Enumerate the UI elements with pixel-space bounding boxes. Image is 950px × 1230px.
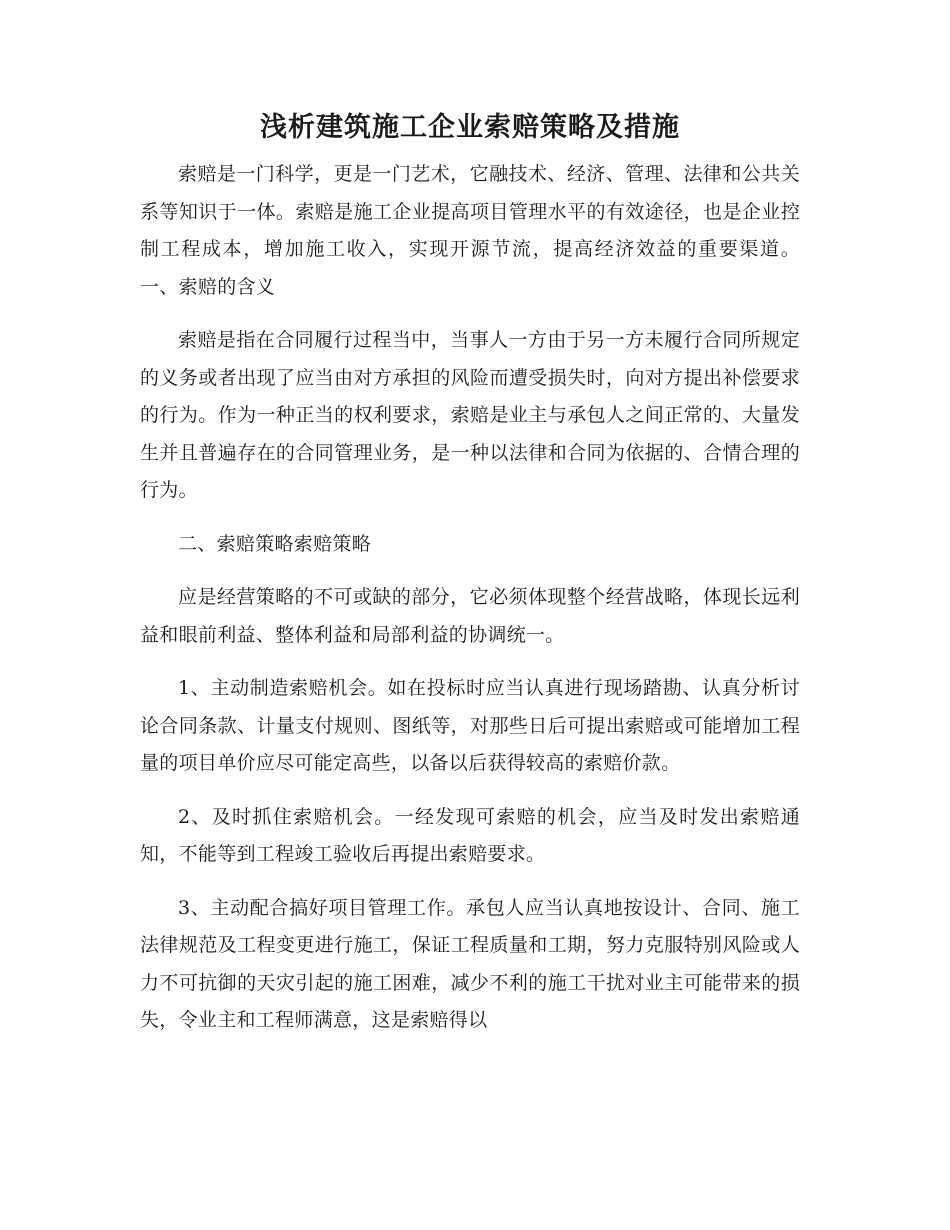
paragraph-gap — [140, 654, 800, 670]
document-title: 浅析建筑施工企业索赔策略及措施 — [260, 112, 680, 143]
paragraph-gap — [140, 306, 800, 322]
paragraph-item-2: 2、及时抓住索赔机会。一经发现可索赔的机会，应当及时发出索赔通知，不能等到工程竣工验收后再提出索赔要求。 — [140, 805, 800, 865]
paragraph-gap — [140, 563, 800, 579]
section-heading-strategy: 二、索赔策略索赔策略 — [178, 532, 372, 555]
paragraph-intro: 索赔是一门科学，更是一门艺术，它融技术、经济、管理、法律和公共关系等知识于一体。索赔是施工企业提高项目管理水平的有效途径，也是企业控制工程成本，增加施工收入，实现开源节流，提高经济效益的重要渠道。 一、索赔的含义 — [140, 163, 800, 298]
paragraph-strategy: 应是经营策略的不可或缺的部分，它必须体现整个经营战略，体现长远利益和眼前利益、整体利益和局部利益的协调统一。 — [140, 586, 800, 646]
paragraph-item-3: 3、主动配合搞好项目管理工作。承包人应当认真地按设计、合同、施工法律规范及工程变更进行施工，保证工程质量和工期，努力克服特别风险或人力不可抗御的天灾引起的施工困难，减少不利的施工干扰对业主可能带来的损失，令业主和工程师满意，这是索赔得以 — [140, 896, 800, 1031]
paragraph-gap — [140, 783, 800, 799]
paragraph-gap — [140, 874, 800, 890]
document-page — [140, 108, 800, 1040]
paragraph-definition: 索赔是指在合同履行过程当中，当事人一方由于另一方未履行合同所规定的义务或者出现了应当由对方承担的风险而遭受损失时，向对方提出补偿要求的行为。作为一种正当的权利要求，索赔是业主与承包人之间正常的、大量发生并且普遍存在的合同管理业务，是一种以法律和合同为依据的、合情合理的行为。 — [140, 329, 800, 501]
paragraph-gap — [140, 510, 800, 526]
paragraph-item-1: 1、主动制造索赔机会。如在投标时应当认真进行现场踏勘、认真分析讨论合同条款、计量支付规则、图纸等，对那些日后可提出索赔或可能增加工程量的项目单价应尽可能定高些，以备以后获得较高的索赔价款。 — [140, 677, 800, 774]
